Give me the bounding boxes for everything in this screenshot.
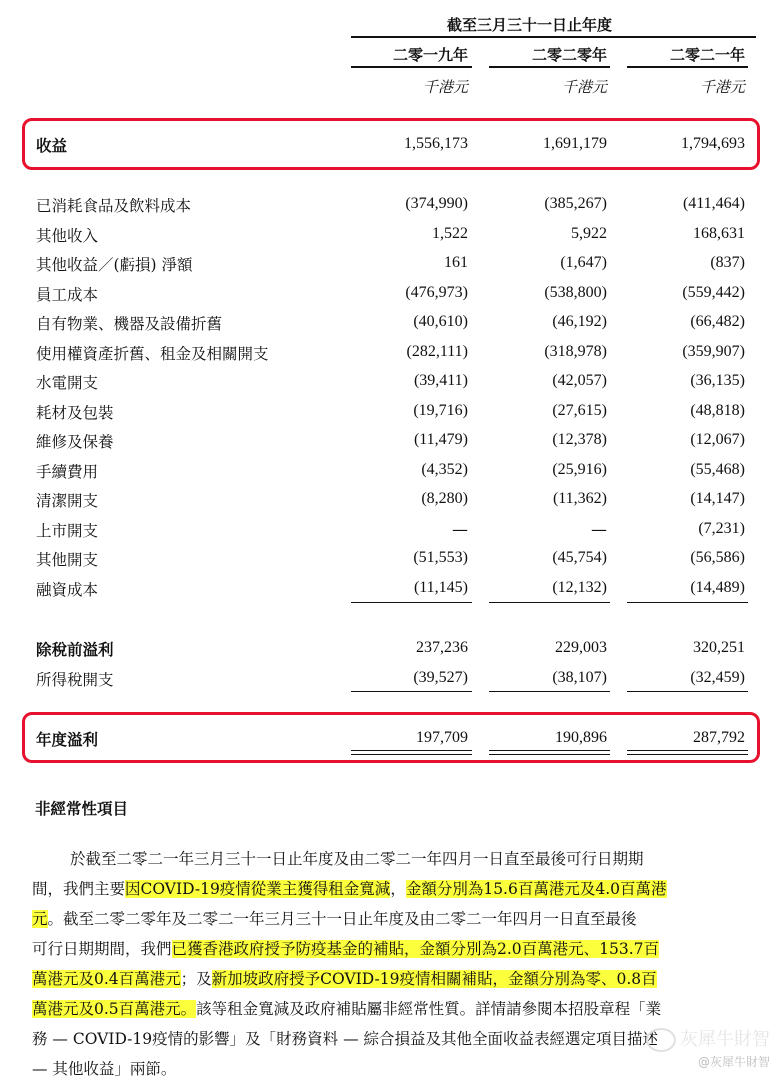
text-segment: 務 — COVID-19疫情的影響」及「財務資料 — 綜合損益及其他全面收益表經選定項目描述	[32, 1030, 658, 1048]
subtotal-rule	[489, 691, 610, 692]
table-row-profit-for-year	[0, 724, 782, 752]
cell-2019: (51,553)	[413, 549, 468, 566]
subtotal-rule	[351, 602, 472, 603]
row-label: 維修及保養	[36, 433, 114, 451]
cell-2021: 168,631	[693, 224, 745, 242]
cell-2021: (32,459)	[690, 669, 745, 686]
cell-2019: (8,280)	[421, 490, 468, 507]
section-title: 非經常性項目	[35, 799, 129, 818]
highlighted-text: 已獲香港政府授予防疫基金的補貼，金額分別為2.0百萬港元、153.7百	[171, 940, 660, 958]
cell-2019: (374,990)	[405, 195, 468, 212]
row-label: 其他收入	[36, 226, 99, 245]
table-row	[0, 190, 782, 218]
period-header: 截至三月三十一日止年度	[447, 16, 613, 34]
year-header-2021: 二零二一年	[669, 46, 745, 64]
year-header-2019: 二零一九年	[392, 46, 468, 64]
table-row	[0, 574, 782, 602]
text-segment: 。截至二零二零年及二零二一年三月三十一日止年度及由二零二一年四月一日直至最後	[47, 910, 637, 928]
paragraph-line	[32, 964, 770, 994]
table-row	[0, 456, 782, 484]
cell-2019: 161	[444, 254, 468, 271]
row-label: 年度溢利	[36, 730, 99, 749]
cell-2020: —	[591, 519, 607, 539]
total-double-rule	[351, 750, 472, 755]
cell-2020: (45,754)	[552, 549, 607, 566]
cell-2019: (4,352)	[421, 460, 468, 478]
cell-2019: (11,479)	[413, 431, 468, 448]
subtotal-rule	[627, 691, 748, 692]
cell-2019: 1,522	[432, 224, 468, 242]
year-underline-2019	[351, 66, 472, 68]
highlighted-text: 元	[32, 910, 48, 928]
cell-2020: (385,267)	[544, 195, 607, 212]
row-label: 其他收益／(虧損) 淨額	[36, 256, 193, 274]
text-segment: 於截至二零二一年三月三十一日止年度及由二零二一年四月一日直至最後可行日期期	[70, 850, 644, 868]
cell-2019: (39,411)	[413, 372, 468, 389]
table-row-profit-before-tax	[0, 634, 782, 662]
text-segment: 間，我們主要	[32, 880, 126, 898]
highlighted-text: 萬港元及0.5百萬港元。	[32, 1000, 197, 1018]
highlighted-text: 萬港元及0.4百萬港元	[32, 970, 181, 988]
row-label: 耗材及包裝	[36, 403, 114, 422]
row-label: 其他開支	[36, 551, 99, 569]
cell-2019: (19,716)	[413, 401, 468, 419]
cell-2020: 1,691,179	[543, 135, 607, 152]
table-row-revenue	[0, 130, 782, 158]
cell-2021: 320,251	[693, 639, 745, 656]
table-row	[0, 397, 782, 425]
cell-2021: (837)	[710, 254, 745, 271]
cell-2020: (12,378)	[552, 431, 607, 448]
cell-2021: 287,792	[693, 729, 745, 746]
cell-2020: (11,362)	[552, 490, 607, 507]
cell-2019: 237,236	[416, 639, 468, 656]
table-row	[0, 279, 782, 307]
table-row-income-tax	[0, 664, 782, 692]
watermark-handle: @灰犀牛財智	[697, 1055, 770, 1069]
cell-2021: (48,818)	[690, 401, 745, 419]
row-label: 員工成本	[36, 285, 99, 304]
cell-2020: (12,132)	[552, 578, 607, 596]
chat-logo-icon	[646, 1028, 676, 1052]
cell-2019: (11,145)	[413, 578, 468, 596]
cell-2021: (66,482)	[690, 313, 745, 330]
unit-label: 千港元	[561, 78, 607, 96]
table-row	[0, 220, 782, 248]
cell-2021: (559,442)	[682, 283, 745, 301]
total-double-rule	[489, 750, 610, 755]
cell-2020: (42,057)	[552, 372, 607, 389]
cell-2021: (7,231)	[698, 519, 745, 537]
table-row	[0, 308, 782, 336]
watermark-text: 灰犀牛財智	[680, 1029, 770, 1050]
unit-label: 千港元	[422, 78, 468, 96]
row-label: 自有物業、機器及設備折舊	[36, 315, 223, 333]
cell-2019: —	[452, 519, 468, 539]
row-label: 清潔開支	[36, 492, 99, 510]
subtotal-rule	[351, 691, 472, 692]
cell-2020: 229,003	[555, 639, 607, 656]
row-label: 使用權資產折舊、租金及相關開支	[36, 344, 269, 363]
cell-2020: (1,647)	[560, 254, 607, 271]
text-segment: ；及	[180, 970, 212, 988]
cell-2020: 190,896	[555, 729, 607, 746]
cell-2019: (282,111)	[406, 342, 468, 360]
text-segment: — 其他收益」兩節。	[32, 1060, 177, 1078]
row-label: 手續費用	[36, 462, 99, 481]
table-row	[0, 426, 782, 454]
cell-2020: (538,800)	[544, 283, 607, 301]
text-segment: 可行日期期間，我們	[32, 940, 172, 958]
table-row	[0, 249, 782, 277]
cell-2021: (56,586)	[690, 549, 745, 566]
cell-2020: (25,916)	[552, 460, 607, 478]
subtotal-rule	[627, 602, 748, 603]
cell-2020: (27,615)	[552, 401, 607, 419]
row-label: 所得稅開支	[36, 671, 114, 689]
highlighted-text: 金額分別為15.6百萬港元及4.0百萬港	[405, 880, 667, 898]
cell-2020: 5,922	[571, 224, 607, 242]
cell-2021: 1,794,693	[681, 135, 745, 152]
row-label: 水電開支	[36, 374, 99, 392]
row-label: 上市開支	[36, 521, 99, 540]
year-header-2020: 二零二零年	[531, 46, 607, 64]
year-underline-2021	[627, 66, 748, 68]
total-double-rule	[627, 750, 748, 755]
paragraph-line	[32, 934, 770, 964]
highlighted-text: 新加坡政府授予COVID-19疫情相關補貼，金額分別為零、0.8百	[211, 970, 657, 988]
paragraph-line	[32, 874, 770, 904]
cell-2019: (40,610)	[413, 313, 468, 330]
table-row	[0, 485, 782, 513]
cell-2021: (36,135)	[690, 372, 745, 389]
text-segment: 該等租金寬減及政府補貼屬非經常性質。詳情請參閱本招股章程「業	[196, 1000, 662, 1018]
cell-2019: 1,556,173	[404, 135, 468, 152]
row-label: 融資成本	[36, 580, 99, 599]
cell-2019: 197,709	[416, 729, 468, 746]
cell-2021: (14,147)	[690, 490, 745, 507]
table-row	[0, 338, 782, 366]
paragraph-line	[32, 844, 770, 874]
table-row	[0, 544, 782, 572]
paragraph-line	[32, 904, 770, 934]
cell-2019: (39,527)	[413, 669, 468, 686]
row-label: 除稅前溢利	[36, 640, 114, 659]
paragraph-line	[32, 994, 770, 1024]
row-label: 收益	[36, 136, 68, 155]
cell-2021: (12,067)	[690, 431, 745, 448]
cell-2019: (476,973)	[405, 283, 468, 301]
subtotal-rule	[489, 602, 610, 603]
cell-2020: (38,107)	[552, 669, 607, 686]
cell-2020: (318,978)	[544, 342, 607, 360]
cell-2021: (411,464)	[682, 195, 745, 212]
table-row	[0, 515, 782, 543]
year-underline-2020	[489, 66, 610, 68]
row-label: 已消耗食品及飲料成本	[36, 197, 192, 215]
cell-2021: (359,907)	[682, 342, 745, 360]
highlighted-text: 因COVID-19疫情從業主獲得租金寬減	[125, 880, 391, 898]
cell-2020: (46,192)	[552, 313, 607, 330]
watermark	[646, 1028, 770, 1072]
period-underline	[351, 36, 756, 38]
cell-2021: (14,489)	[690, 578, 745, 596]
text-segment: ，	[390, 880, 406, 898]
table-row	[0, 367, 782, 395]
unit-label: 千港元	[699, 78, 745, 96]
cell-2021: (55,468)	[690, 460, 745, 478]
